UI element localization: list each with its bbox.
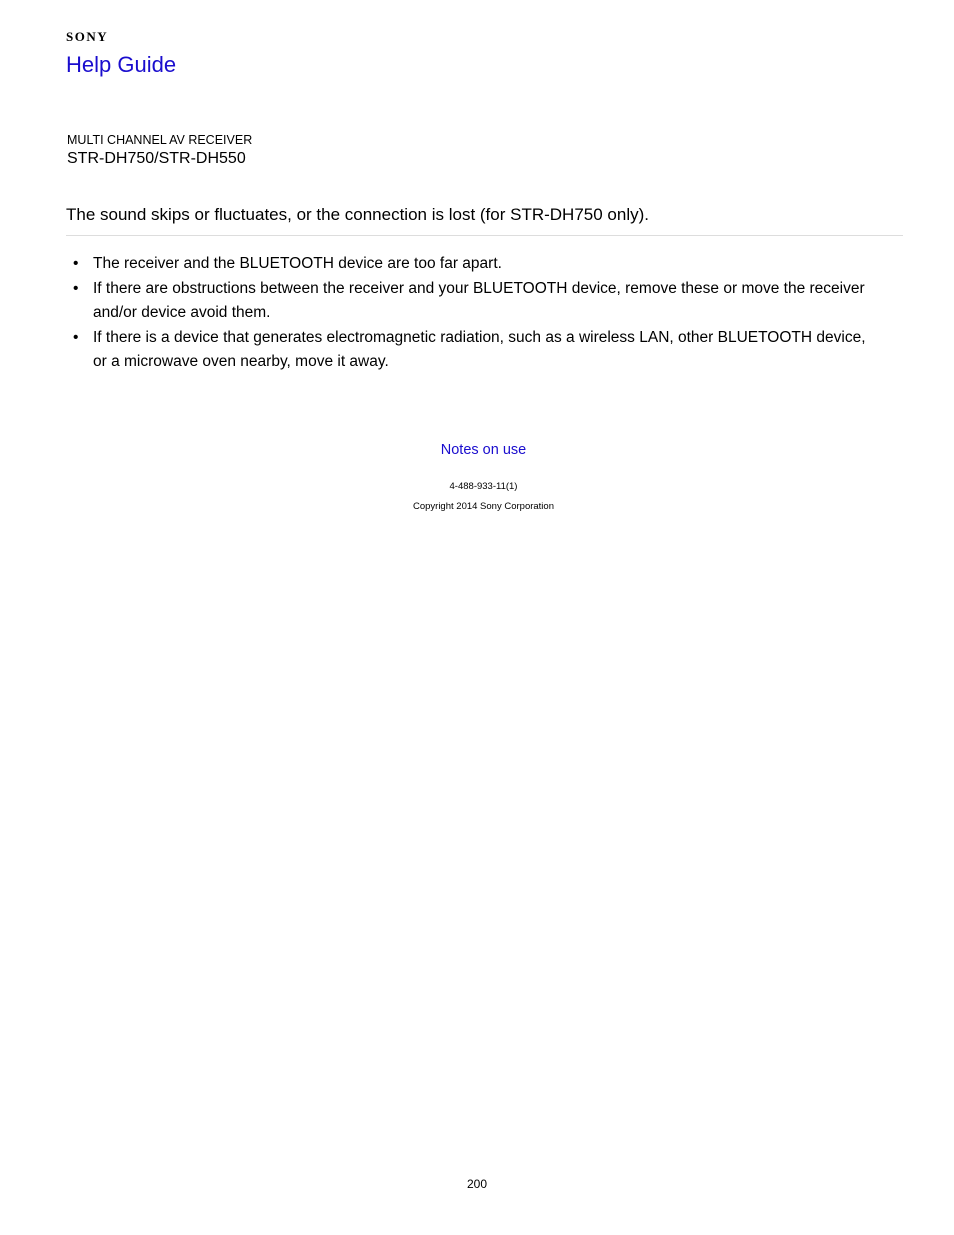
copyright-notice: Copyright 2014 Sony Corporation: [412, 501, 554, 512]
help-guide-link[interactable]: Help Guide: [66, 52, 177, 77]
notes-on-use-link[interactable]: Notes on use: [440, 442, 527, 458]
sony-logo: SONY: [66, 29, 109, 44]
list-item-text: If there is a device that generates electromagnetic radiation, such as a wireless LAN, other BLUETOOTH device, or a microwave oven nearby, move it away.: [93, 328, 866, 370]
page-number: 200: [466, 1177, 488, 1191]
title-divider: [66, 235, 903, 236]
related-link-container: [0, 441, 954, 459]
list-item-text: The receiver and the BLUETOOTH device are too far apart.: [93, 255, 502, 272]
bullet-icon: •: [73, 328, 79, 346]
list-item: [73, 277, 873, 326]
list-item-text: If there are obstructions between the receiver and your BLUETOOTH device, remove these or move the receiver and/or device avoid them.: [93, 279, 865, 321]
cause-list: [73, 252, 873, 375]
bullet-icon: •: [73, 279, 79, 297]
topic-title: The sound skips or fluctuates, or the connection is lost (for STR-DH750 only).: [66, 205, 649, 224]
list-item: [73, 252, 873, 277]
model-name: STR-DH750/STR-DH550: [67, 150, 246, 167]
list-item: [73, 326, 873, 375]
document-number: 4-488-933-11(1): [449, 481, 518, 492]
product-category: MULTI CHANNEL AV RECEIVER: [67, 133, 253, 147]
bullet-icon: •: [73, 255, 79, 272]
